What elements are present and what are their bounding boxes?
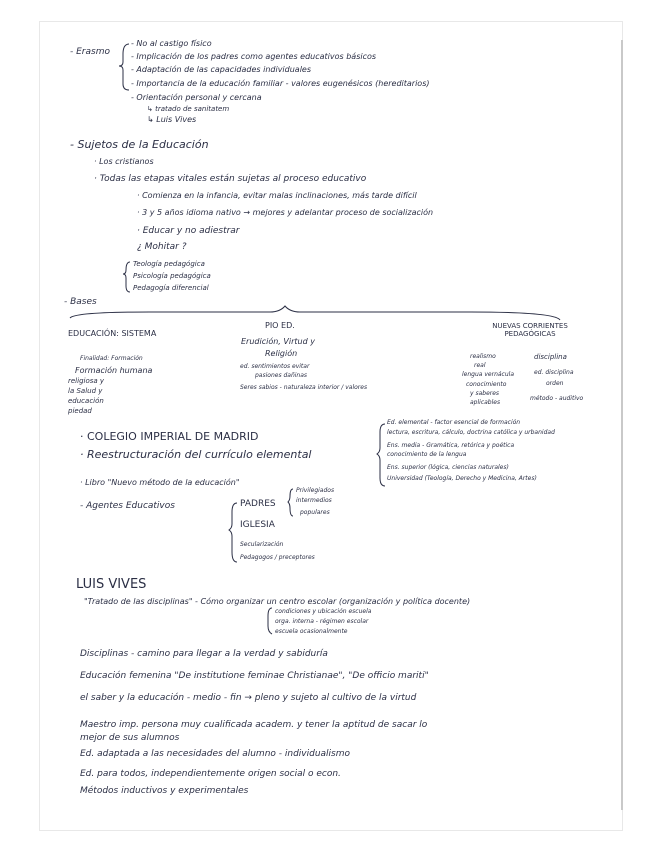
bases-left-item: educación — [68, 397, 104, 405]
vives-line: Educación femenina "De institutione feminae Christianae", "De officio mariti" — [80, 671, 429, 681]
bases-left-item: la Salud y — [68, 387, 103, 395]
sujetos-sub: · Los cristianos — [94, 157, 154, 166]
vives-line: Disciplinas - camino para llegar a la verdad y sabiduría — [80, 649, 328, 659]
bases-center-item: Religión — [265, 349, 298, 358]
vives-tratado-sub: condiciones y ubicación escuela — [275, 608, 372, 615]
sujetos-brace — [123, 262, 130, 292]
colegio-brace-item: conocimiento de la lengua — [387, 451, 467, 458]
vives-tratado: "Tratado de las disciplinas" - Cómo organizar un centro escolar (organización y política docente) — [84, 597, 471, 606]
colegio-brace-item: Ens. media - Gramática, retórica y poética — [387, 442, 515, 449]
agentes-heading: - Agentes Educativos — [80, 501, 175, 511]
bases-left-item: religiosa y — [68, 377, 105, 385]
bases-right-item: aplicables — [470, 399, 501, 406]
agentes-brace — [229, 503, 237, 562]
bases-right-item: lengua vernácula — [462, 371, 514, 378]
vives-line: Métodos inductivos y experimentales — [80, 786, 249, 796]
bases-left-item: Formación humana — [75, 366, 153, 375]
sujetos-brace-item: Teología pedagógica — [133, 260, 205, 268]
vives-line: el saber y la educación - medio - fin → pleno y sujeto al cultivo de la virtud — [80, 693, 417, 703]
erasmo-brace — [119, 44, 129, 90]
sujetos-bullet: · 3 y 5 años idioma nativo → mejores y adelantar proceso de socialización — [137, 208, 434, 217]
vives-line: Maestro imp. persona muy cualificada academ. y tener la aptitud de sacar lo — [80, 720, 428, 730]
sujetos-heading: - Sujetos de la Educación — [70, 138, 209, 151]
bases-right-title: NUEVAS CORRIENTES PEDAGÓGICAS — [492, 322, 568, 339]
erasmo-item: - Adaptación de las capacidades individuales — [131, 65, 312, 74]
sujetos-sub: · Todas las etapas vitales están sujetas al proceso educativo — [94, 174, 367, 184]
colegio-line: · COLEGIO IMPERIAL DE MADRID — [80, 430, 259, 443]
bases-right-item: orden — [546, 380, 564, 387]
erasmo-item: - Implicación de los padres como agentes educativos básicos — [131, 52, 377, 61]
colegio-line: · Reestructuración del currículo elemental — [80, 448, 312, 461]
bases-right-item: método - auditivo — [530, 395, 584, 402]
bases-left-item: piedad — [68, 407, 92, 415]
bases-center-title: PIO ED. — [265, 321, 295, 330]
bases-heading: - Bases — [64, 297, 97, 307]
erasmo-heading: - Erasmo — [70, 47, 110, 57]
erasmo-item: ↳ Luis Vives — [147, 115, 197, 124]
colegio-brace-item: Ens. superior (lógica, ciencias naturales) — [387, 464, 509, 471]
bases-right-item: real — [474, 362, 486, 369]
bases-right-item: realismo — [470, 353, 496, 360]
sujetos-bullet: ¿ Mohitar ? — [137, 242, 187, 252]
padres-brace — [288, 489, 293, 516]
bases-right-item: ed. disciplina — [534, 369, 574, 376]
vives-tratado-sub: orga. interna - régimen escolar — [275, 618, 369, 625]
bases-right-item: y saberes — [470, 390, 500, 397]
vives-line: mejor de sus alumnos — [80, 733, 180, 743]
colegio-brace-item: lectura, escritura, cálculo, doctrina católica y urbanidad — [387, 429, 555, 436]
sujetos-brace-item: Psicología pedagógica — [133, 272, 211, 280]
padres-note: Privilegiados — [296, 487, 335, 494]
bases-brace — [70, 306, 560, 320]
bases-left-item: Finalidad: Formación — [80, 355, 143, 362]
vives-line: Ed. adaptada a las necesidades del alumno - individualismo — [80, 749, 351, 759]
padres-note: intermedios — [296, 497, 332, 504]
erasmo-item: - Orientación personal y cercana — [131, 93, 262, 102]
sujetos-bullet: · Comienza en la infancia, evitar malas inclinaciones, más tarde difícil — [137, 191, 417, 200]
bases-center-item: Seres sabios - naturaleza interior / valores — [240, 384, 368, 391]
erasmo-item: ↳ tratado de sanitatem — [147, 105, 230, 113]
bases-left-title: EDUCACIÓN: SISTEMA — [68, 329, 157, 338]
bases-right-item: conocimiento — [466, 381, 507, 388]
bases-right-item: disciplina — [534, 353, 567, 361]
bases-center-item: ed. sentimientos evitar — [240, 363, 310, 370]
padres-note: populares — [300, 509, 330, 516]
bases-center-item: Erudición, Virtud y — [241, 337, 315, 346]
colegio-brace — [377, 424, 385, 486]
erasmo-item: - No al castigo físico — [131, 39, 212, 48]
sujetos-bullet: · Educar y no adiestrar — [137, 226, 240, 236]
agent-item: PADRES — [240, 499, 276, 509]
colegio-brace-item: Ed. elemental - factor esencial de formación — [387, 419, 521, 426]
libro-line: · Libro "Nuevo método de la educación" — [80, 478, 240, 487]
erasmo-item: - Importancia de la educación familiar - valores eugenésicos (hereditarios) — [131, 79, 430, 88]
vives-line: Ed. para todos, independientemente origen social o econ. — [80, 769, 341, 779]
agent-item: Pedagogos / preceptores — [240, 554, 315, 561]
colegio-brace-item: Universidad (Teología, Derecho y Medicina, Artes) — [387, 475, 537, 482]
tratado-brace — [268, 608, 272, 634]
agent-item: Secularización — [240, 541, 284, 548]
vives-title: LUIS VIVES — [76, 577, 147, 592]
sujetos-brace-item: Pedagogía diferencial — [133, 284, 209, 292]
vives-tratado-sub: escuela ocasionalmente — [275, 628, 348, 635]
agent-item: IGLESIA — [240, 520, 275, 530]
bases-center-item: pasiones dañinas — [255, 372, 308, 379]
